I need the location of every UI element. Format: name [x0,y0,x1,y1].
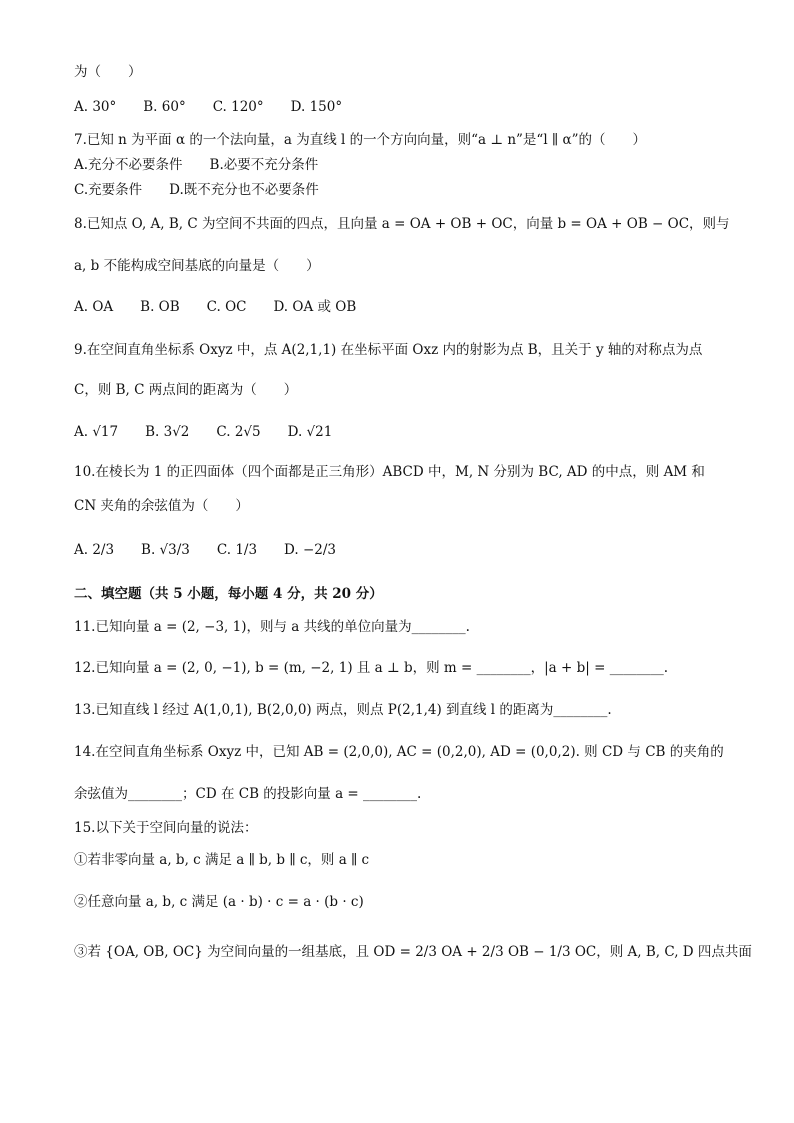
q14-stem-cont: 余弦值为________；CD 在 CB 的投影向量 a = ________. [74,786,422,802]
q9-stem-cont: C，则 B, C 两点间的距离为（ ） [74,382,298,398]
q15-statement-3: ③若 {OA, OB, OC} 为空间向量的一组基底，且 OD = 2/3 OA + 2/3 OB − 1/3 OC，则 A, B, C, D 四点共面 [74,944,752,960]
q11-stem: 11.已知向量 a = (2, −3, 1)，则与 a 共线的单位向量为________. [74,619,470,635]
q7-options-ab: A.充分不必要条件 B.必要不充分条件 [74,157,319,173]
q6-stem-tail: 为（ ） [74,64,142,80]
q13-stem: 13.已知直线 l 经过 A(1,0,1), B(2,0,0) 两点，则点 P(2,1,4) 到直线 l 的距离为________. [74,702,612,718]
q9-options: A. √17 B. 3√2 C. 2√5 D. √21 [74,424,333,440]
q9-stem: 9.在空间直角坐标系 Oxyz 中，点 A(2,1,1) 在坐标平面 Oxz 内的射影为点 B，且关于 y 轴的对称点为点 [74,342,703,358]
q15-statement-1: ①若非零向量 a, b, c 满足 a ∥ b, b ∥ c，则 a ∥ c [74,852,370,868]
q15-statement-2: ②任意向量 a, b, c 满足 (a · b) · c = a · (b · c) [74,894,364,910]
q8-options: A. OA B. OB C. OC D. OA 或 OB [74,299,357,315]
q14-stem: 14.在空间直角坐标系 Oxyz 中，已知 AB = (2,0,0), AC = (0,2,0), AD = (0,0,2). 则 CD 与 CB 的夹角的 [74,744,724,760]
q7-options-cd: C.充要条件 D.既不充分也不必要条件 [74,182,319,198]
q10-stem: 10.在棱长为 1 的正四面体（四个面都是正三角形）ABCD 中，M, N 分别为 BC, AD 的中点，则 AM 和 [74,464,705,480]
section-heading-fill-in: 二、填空题（共 5 小题，每小题 4 分，共 20 分） [74,586,383,602]
q10-stem-cont: CN 夹角的余弦值为（ ） [74,498,249,514]
q10-options: A. 2/3 B. √3/3 C. 1/3 D. −2/3 [74,542,337,558]
q15-stem: 15.以下关于空间向量的说法： [74,820,258,836]
q6-options: A. 30° B. 60° C. 120° D. 150° [74,99,343,115]
q8-stem-cont: a, b 不能构成空间基底的向量是（ ） [74,258,320,274]
q8-stem: 8.已知点 O, A, B, C 为空间不共面的四点，且向量 a = OA + OB + OC，向量 b = OA + OB − OC，则与 [74,216,730,232]
q12-stem: 12.已知向量 a = (2, 0, −1), b = (m, −2, 1) 且 a ⊥ b，则 m = ________，|a + b| = ________. [74,660,668,676]
q7-stem: 7.已知 n 为平面 α 的一个法向量，a 为直线 l 的一个方向向量，则“a ⊥ n”是“l ∥ α”的（ ） [74,132,646,148]
